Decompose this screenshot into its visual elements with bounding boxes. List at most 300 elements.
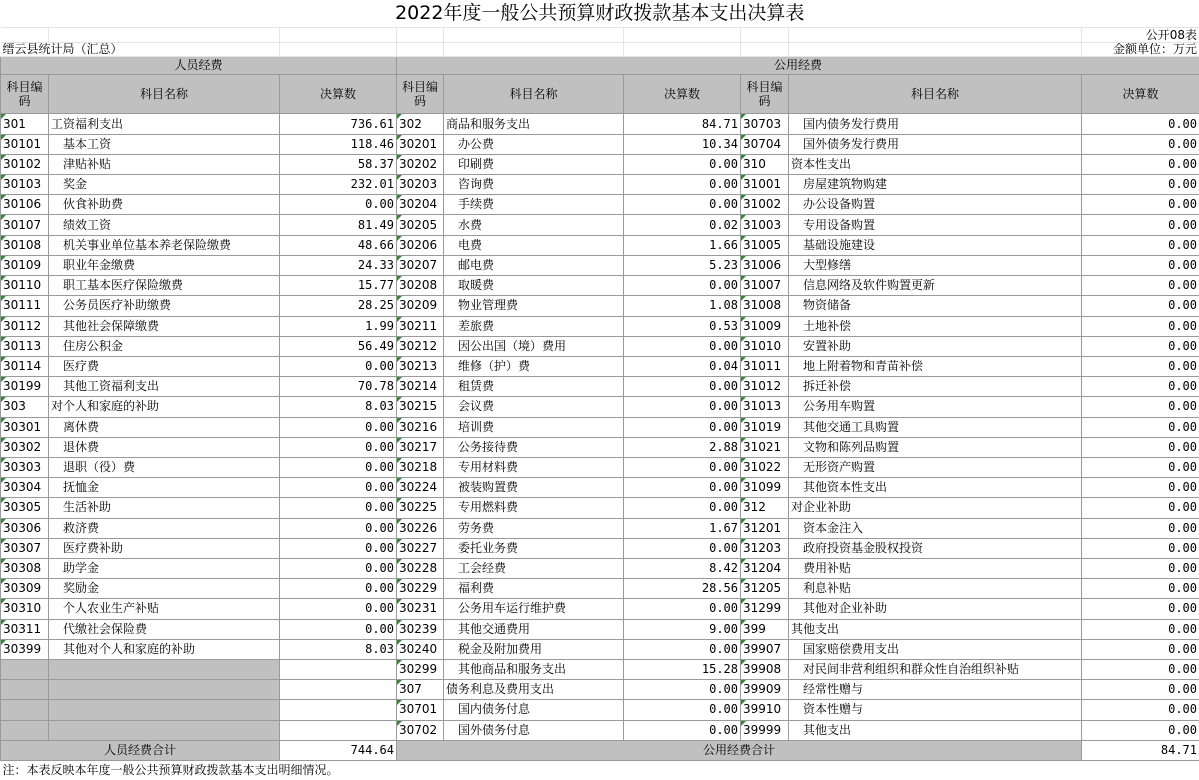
cell-code: 30109 [1, 255, 49, 275]
cell-name: 离休费 [49, 417, 280, 437]
public-header: 公用经费 [397, 57, 1199, 75]
cell-name: 土地补偿 [789, 316, 1082, 336]
cell-name: 电费 [444, 235, 624, 255]
cell-amount: 15.77 [280, 276, 397, 296]
cell-code: 31203 [741, 538, 789, 558]
cell-name: 国外债务发行费用 [789, 134, 1082, 154]
cell-code: 30303 [1, 457, 49, 477]
cell-name: 助学金 [49, 558, 280, 578]
cell-code: 39907 [741, 639, 789, 659]
cell-name: 对民间非营利组织和群众性自治组织补贴 [789, 659, 1082, 679]
cell-code: 31011 [741, 356, 789, 376]
cell-amount: 15.28 [624, 659, 741, 679]
cell-amount: 8.03 [280, 639, 397, 659]
cell-name: 医疗费 [49, 356, 280, 376]
col-header-amount: 决算数 [280, 75, 397, 114]
cell-amount: 0.00 [280, 579, 397, 599]
cell-name: 对个人和家庭的补助 [49, 397, 280, 417]
table-row [1, 356, 1199, 376]
cell-amount: 0.00 [280, 417, 397, 437]
table-row [1, 457, 1199, 477]
cell-amount: 9.00 [624, 619, 741, 639]
table-row [1, 114, 1199, 134]
cell-amount: 8.03 [280, 397, 397, 417]
cell-name: 维修（护）费 [444, 356, 624, 376]
table-row [1, 579, 1199, 599]
cell-amount: 0.00 [280, 538, 397, 558]
cell-amount: 0.00 [624, 397, 741, 417]
footnote: 注：本表反映本年度一般公共预算财政拨款基本支出明细情况。 [2, 763, 339, 778]
cell-amount [280, 659, 397, 679]
cell-amount: 0.00 [280, 478, 397, 498]
cell-amount: 0.04 [624, 356, 741, 376]
cell-name: 拆迁补偿 [789, 377, 1082, 397]
table-row [1, 154, 1199, 174]
table-row [1, 215, 1199, 235]
cell-code: 30207 [397, 255, 444, 275]
cell-amount: 0.00 [1082, 215, 1199, 235]
cell-amount: 0.00 [624, 457, 741, 477]
col-header-amount: 决算数 [624, 75, 741, 114]
cell-name: 会议费 [444, 397, 624, 417]
cell-code: 30208 [397, 276, 444, 296]
table-row [1, 639, 1199, 659]
cell-name: 其他支出 [789, 720, 1082, 740]
personnel-total-value: 744.64 [280, 740, 397, 761]
cell-code: 31201 [741, 518, 789, 538]
cell-code: 30703 [741, 114, 789, 134]
cell-name: 商品和服务支出 [444, 114, 624, 134]
cell-amount: 0.00 [1082, 498, 1199, 518]
organization-name: 缙云县统计局（汇总） [1, 42, 280, 57]
cell-amount: 1.66 [624, 235, 741, 255]
cell-name: 专用燃料费 [444, 498, 624, 518]
cell-code: 30110 [1, 276, 49, 296]
cell-code: 30113 [1, 336, 49, 356]
cell-code: 30229 [397, 579, 444, 599]
cell-name: 救济费 [49, 518, 280, 538]
cell-code: 31001 [741, 175, 789, 195]
cell-code: 30302 [1, 437, 49, 457]
cell-amount: 0.00 [624, 336, 741, 356]
cell-code: 30225 [397, 498, 444, 518]
col-header-amount: 决算数 [1082, 75, 1199, 114]
table-row [1, 276, 1199, 296]
cell-code: 30224 [397, 478, 444, 498]
cell-code: 39910 [741, 700, 789, 720]
cell-amount: 48.66 [280, 235, 397, 255]
cell-code: 31002 [741, 195, 789, 215]
col-header-code: 科目编码 [1, 75, 49, 114]
cell-code: 30228 [397, 558, 444, 578]
cell-name: 基础设施建设 [789, 235, 1082, 255]
cell-name: 机关事业单位基本养老保险缴费 [49, 235, 280, 255]
cell-name: 租赁费 [444, 377, 624, 397]
cell-name: 奖励金 [49, 579, 280, 599]
cell-code: 30311 [1, 619, 49, 639]
cell-name: 福利费 [444, 579, 624, 599]
cell-code: 301 [1, 114, 49, 134]
personnel-total-label: 人员经费合计 [1, 740, 280, 761]
cell-amount: 0.00 [1082, 356, 1199, 376]
cell-amount: 81.49 [280, 215, 397, 235]
cell-code: 30308 [1, 558, 49, 578]
cell-amount: 0.00 [1082, 255, 1199, 275]
cell-code: 30307 [1, 538, 49, 558]
cell-amount: 0.00 [1082, 235, 1199, 255]
cell-name: 基本工资 [49, 134, 280, 154]
cell-name: 安置补助 [789, 336, 1082, 356]
cell-code: 30301 [1, 417, 49, 437]
cell-amount: 0.00 [624, 417, 741, 437]
cell-amount: 0.00 [1082, 599, 1199, 619]
cell-amount: 58.37 [280, 154, 397, 174]
cell-amount: 0.00 [1082, 457, 1199, 477]
cell-code [1, 700, 49, 720]
cell-name: 其他对个人和家庭的补助 [49, 639, 280, 659]
cell-code: 30310 [1, 599, 49, 619]
cell-amount: 10.34 [624, 134, 741, 154]
cell-amount: 0.00 [624, 154, 741, 174]
cell-code: 30206 [397, 235, 444, 255]
cell-name: 税金及附加费用 [444, 639, 624, 659]
cell-name: 退职（役）费 [49, 457, 280, 477]
table-row [1, 397, 1199, 417]
cell-amount: 0.00 [280, 195, 397, 215]
cell-amount: 736.61 [280, 114, 397, 134]
cell-amount: 0.00 [624, 538, 741, 558]
cell-name: 被装购置费 [444, 478, 624, 498]
cell-name: 国内债务付息 [444, 700, 624, 720]
cell-amount: 0.00 [1082, 518, 1199, 538]
cell-code: 31006 [741, 255, 789, 275]
cell-amount: 0.00 [1082, 639, 1199, 659]
public-total-label: 公用经费合计 [397, 740, 1082, 761]
cell-name: 水费 [444, 215, 624, 235]
cell-code: 30239 [397, 619, 444, 639]
table-row [1, 134, 1199, 154]
cell-amount [280, 680, 397, 700]
cell-amount: 0.00 [624, 478, 741, 498]
cell-name: 文物和陈列品购置 [789, 437, 1082, 457]
cell-amount: 56.49 [280, 336, 397, 356]
cell-code: 30106 [1, 195, 49, 215]
cell-name: 资本性赠与 [789, 700, 1082, 720]
cell-amount: 0.00 [624, 377, 741, 397]
cell-code: 30201 [397, 134, 444, 154]
amount-unit: 金额单位：万元 [1082, 42, 1199, 57]
table-title: 2022年度一般公共预算财政拨款基本支出决算表 [395, 2, 805, 25]
personnel-header: 人员经费 [1, 57, 397, 75]
cell-amount: 232.01 [280, 175, 397, 195]
cell-code: 307 [397, 680, 444, 700]
table-row [1, 659, 1199, 679]
cell-amount: 0.00 [280, 437, 397, 457]
cell-amount: 1.08 [624, 296, 741, 316]
cell-name: 退休费 [49, 437, 280, 457]
cell-name: 物资储备 [789, 296, 1082, 316]
cell-amount: 0.00 [1082, 296, 1199, 316]
cell-code: 30211 [397, 316, 444, 336]
cell-amount: 0.53 [624, 316, 741, 336]
cell-amount: 0.00 [624, 195, 741, 215]
cell-name [49, 720, 280, 740]
table-row [1, 478, 1199, 498]
cell-amount: 28.25 [280, 296, 397, 316]
cell-amount: 0.00 [280, 518, 397, 538]
cell-code: 30199 [1, 377, 49, 397]
cell-name: 资本性支出 [789, 154, 1082, 174]
cell-code: 30217 [397, 437, 444, 457]
table-row [1, 518, 1199, 538]
cell-name: 医疗费补助 [49, 538, 280, 558]
cell-name: 大型修缮 [789, 255, 1082, 275]
cell-name: 办公费 [444, 134, 624, 154]
cell-name [49, 680, 280, 700]
cell-code: 31005 [741, 235, 789, 255]
cell-name: 职业年金缴费 [49, 255, 280, 275]
table-row [1, 316, 1199, 336]
cell-name: 国外债务付息 [444, 720, 624, 740]
cell-code: 31012 [741, 377, 789, 397]
cell-amount: 8.42 [624, 558, 741, 578]
cell-amount: 28.56 [624, 579, 741, 599]
cell-code: 30309 [1, 579, 49, 599]
cell-name: 印刷费 [444, 154, 624, 174]
cell-name: 取暖费 [444, 276, 624, 296]
table-row [1, 175, 1199, 195]
cell-code: 30204 [397, 195, 444, 215]
cell-code: 30305 [1, 498, 49, 518]
cell-name [49, 659, 280, 679]
cell-code: 31008 [741, 296, 789, 316]
cell-code: 30399 [1, 639, 49, 659]
cell-name: 委托业务费 [444, 538, 624, 558]
cell-name: 经常性赠与 [789, 680, 1082, 700]
table-row [1, 558, 1199, 578]
cell-amount: 0.00 [1082, 700, 1199, 720]
cell-amount: 0.00 [1082, 397, 1199, 417]
cell-amount: 0.00 [1082, 154, 1199, 174]
cell-name: 其他工资福利支出 [49, 377, 280, 397]
public-total-value: 84.71 [1082, 740, 1199, 761]
cell-amount: 0.00 [1082, 336, 1199, 356]
cell-amount: 2.88 [624, 437, 741, 457]
cell-amount: 0.00 [624, 700, 741, 720]
cell-amount: 0.00 [280, 619, 397, 639]
cell-name: 专用材料费 [444, 457, 624, 477]
table-row [1, 700, 1199, 720]
cell-code: 30226 [397, 518, 444, 538]
cell-name: 其他支出 [789, 619, 1082, 639]
cell-amount: 0.00 [1082, 377, 1199, 397]
cell-name: 办公设备购置 [789, 195, 1082, 215]
cell-name: 费用补贴 [789, 558, 1082, 578]
cell-amount: 0.00 [1082, 417, 1199, 437]
col-header-name: 科目名称 [789, 75, 1082, 114]
cell-code: 303 [1, 397, 49, 417]
cell-amount: 0.02 [624, 215, 741, 235]
cell-name: 个人农业生产补贴 [49, 599, 280, 619]
cell-code: 31022 [741, 457, 789, 477]
cell-code: 30701 [397, 700, 444, 720]
cell-name: 职工基本医疗保险缴费 [49, 276, 280, 296]
cell-code: 30103 [1, 175, 49, 195]
cell-name: 邮电费 [444, 255, 624, 275]
cell-name: 资本金注入 [789, 518, 1082, 538]
cell-amount: 0.00 [1082, 316, 1199, 336]
cell-code: 30212 [397, 336, 444, 356]
cell-name: 信息网络及软件购置更新 [789, 276, 1082, 296]
cell-code: 30299 [397, 659, 444, 679]
cell-amount: 0.00 [1082, 558, 1199, 578]
cell-amount: 0.00 [1082, 134, 1199, 154]
cell-amount: 5.23 [624, 255, 741, 275]
cell-name: 物业管理费 [444, 296, 624, 316]
table-row [1, 235, 1199, 255]
cell-code: 30704 [741, 134, 789, 154]
cell-code: 30304 [1, 478, 49, 498]
cell-amount [280, 720, 397, 740]
cell-name: 国家赔偿费用支出 [789, 639, 1082, 659]
cell-code: 30306 [1, 518, 49, 538]
cell-name: 津贴补贴 [49, 154, 280, 174]
cell-amount: 0.00 [1082, 114, 1199, 134]
cell-amount: 0.00 [624, 639, 741, 659]
cell-code: 30209 [397, 296, 444, 316]
cell-name: 培训费 [444, 417, 624, 437]
cell-code: 30102 [1, 154, 49, 174]
cell-name: 其他资本性支出 [789, 478, 1082, 498]
table-row [1, 599, 1199, 619]
cell-name: 国内债务发行费用 [789, 114, 1082, 134]
cell-name: 地上附着物和青苗补偿 [789, 356, 1082, 376]
cell-name: 专用设备购置 [789, 215, 1082, 235]
cell-code [1, 680, 49, 700]
cell-amount: 0.00 [624, 720, 741, 740]
cell-code: 312 [741, 498, 789, 518]
cell-code: 30215 [397, 397, 444, 417]
table-row [1, 498, 1199, 518]
cell-code: 31010 [741, 336, 789, 356]
cell-name: 其他交通工具购置 [789, 417, 1082, 437]
cell-code: 30216 [397, 417, 444, 437]
col-header-name: 科目名称 [49, 75, 280, 114]
cell-name: 对企业补助 [789, 498, 1082, 518]
cell-code: 30240 [397, 639, 444, 659]
cell-name: 绩效工资 [49, 215, 280, 235]
cell-name: 其他交通费用 [444, 619, 624, 639]
cell-amount: 0.00 [1082, 659, 1199, 679]
cell-name: 政府投资基金股权投资 [789, 538, 1082, 558]
cell-amount: 118.46 [280, 134, 397, 154]
cell-amount: 0.00 [624, 276, 741, 296]
cell-amount: 1.67 [624, 518, 741, 538]
cell-amount: 1.99 [280, 316, 397, 336]
cell-amount: 0.00 [1082, 680, 1199, 700]
cell-name: 咨询费 [444, 175, 624, 195]
cell-amount [280, 700, 397, 720]
cell-amount: 84.71 [624, 114, 741, 134]
cell-code: 302 [397, 114, 444, 134]
cell-code: 31003 [741, 215, 789, 235]
cell-name: 其他商品和服务支出 [444, 659, 624, 679]
cell-amount: 0.00 [1082, 720, 1199, 740]
col-header-name: 科目名称 [444, 75, 624, 114]
table-row [1, 336, 1199, 356]
cell-amount: 0.00 [624, 498, 741, 518]
cell-code: 30213 [397, 356, 444, 376]
cell-code: 31021 [741, 437, 789, 457]
cell-code: 31009 [741, 316, 789, 336]
cell-code: 30202 [397, 154, 444, 174]
cell-code: 31205 [741, 579, 789, 599]
cell-name: 公务接待费 [444, 437, 624, 457]
cell-amount: 0.00 [1082, 276, 1199, 296]
cell-amount: 0.00 [280, 356, 397, 376]
cell-code: 31019 [741, 417, 789, 437]
cell-name: 公务用车运行维护费 [444, 599, 624, 619]
cell-amount: 0.00 [1082, 175, 1199, 195]
cell-amount: 0.00 [1082, 478, 1199, 498]
table-row [1, 417, 1199, 437]
cell-amount: 0.00 [624, 175, 741, 195]
col-header-code: 科目编码 [397, 75, 444, 114]
cell-code: 30231 [397, 599, 444, 619]
cell-code: 30205 [397, 215, 444, 235]
cell-code: 30108 [1, 235, 49, 255]
table-row [1, 680, 1199, 700]
cell-amount: 0.00 [280, 498, 397, 518]
cell-name: 代缴社会保险费 [49, 619, 280, 639]
cell-name: 抚恤金 [49, 478, 280, 498]
cell-name: 公务员医疗补助缴费 [49, 296, 280, 316]
cell-amount: 0.00 [1082, 437, 1199, 457]
table-row [1, 296, 1199, 316]
cell-name: 债务利息及费用支出 [444, 680, 624, 700]
cell-code: 31099 [741, 478, 789, 498]
cell-code [1, 720, 49, 740]
cell-code: 39908 [741, 659, 789, 679]
cell-name: 其他社会保障缴费 [49, 316, 280, 336]
cell-name: 差旅费 [444, 316, 624, 336]
cell-code: 30112 [1, 316, 49, 336]
cell-amount: 70.78 [280, 377, 397, 397]
table-row [1, 538, 1199, 558]
cell-name: 工会经费 [444, 558, 624, 578]
cell-amount: 24.33 [280, 255, 397, 275]
cell-name: 工资福利支出 [49, 114, 280, 134]
table-row [1, 720, 1199, 740]
cell-code: 31299 [741, 599, 789, 619]
cell-name: 伙食补助费 [49, 195, 280, 215]
cell-name: 利息补贴 [789, 579, 1082, 599]
table-row [1, 437, 1199, 457]
table-row [1, 619, 1199, 639]
cell-name: 其他对企业补助 [789, 599, 1082, 619]
cell-code: 30702 [397, 720, 444, 740]
table-row [1, 377, 1199, 397]
cell-code: 39909 [741, 680, 789, 700]
cell-code: 31013 [741, 397, 789, 417]
cell-amount: 0.00 [280, 457, 397, 477]
cell-amount: 0.00 [624, 599, 741, 619]
col-header-code: 科目编码 [741, 75, 789, 114]
cell-amount: 0.00 [280, 599, 397, 619]
cell-name: 房屋建筑物购建 [789, 175, 1082, 195]
cell-name: 手续费 [444, 195, 624, 215]
cell-code: 399 [741, 619, 789, 639]
